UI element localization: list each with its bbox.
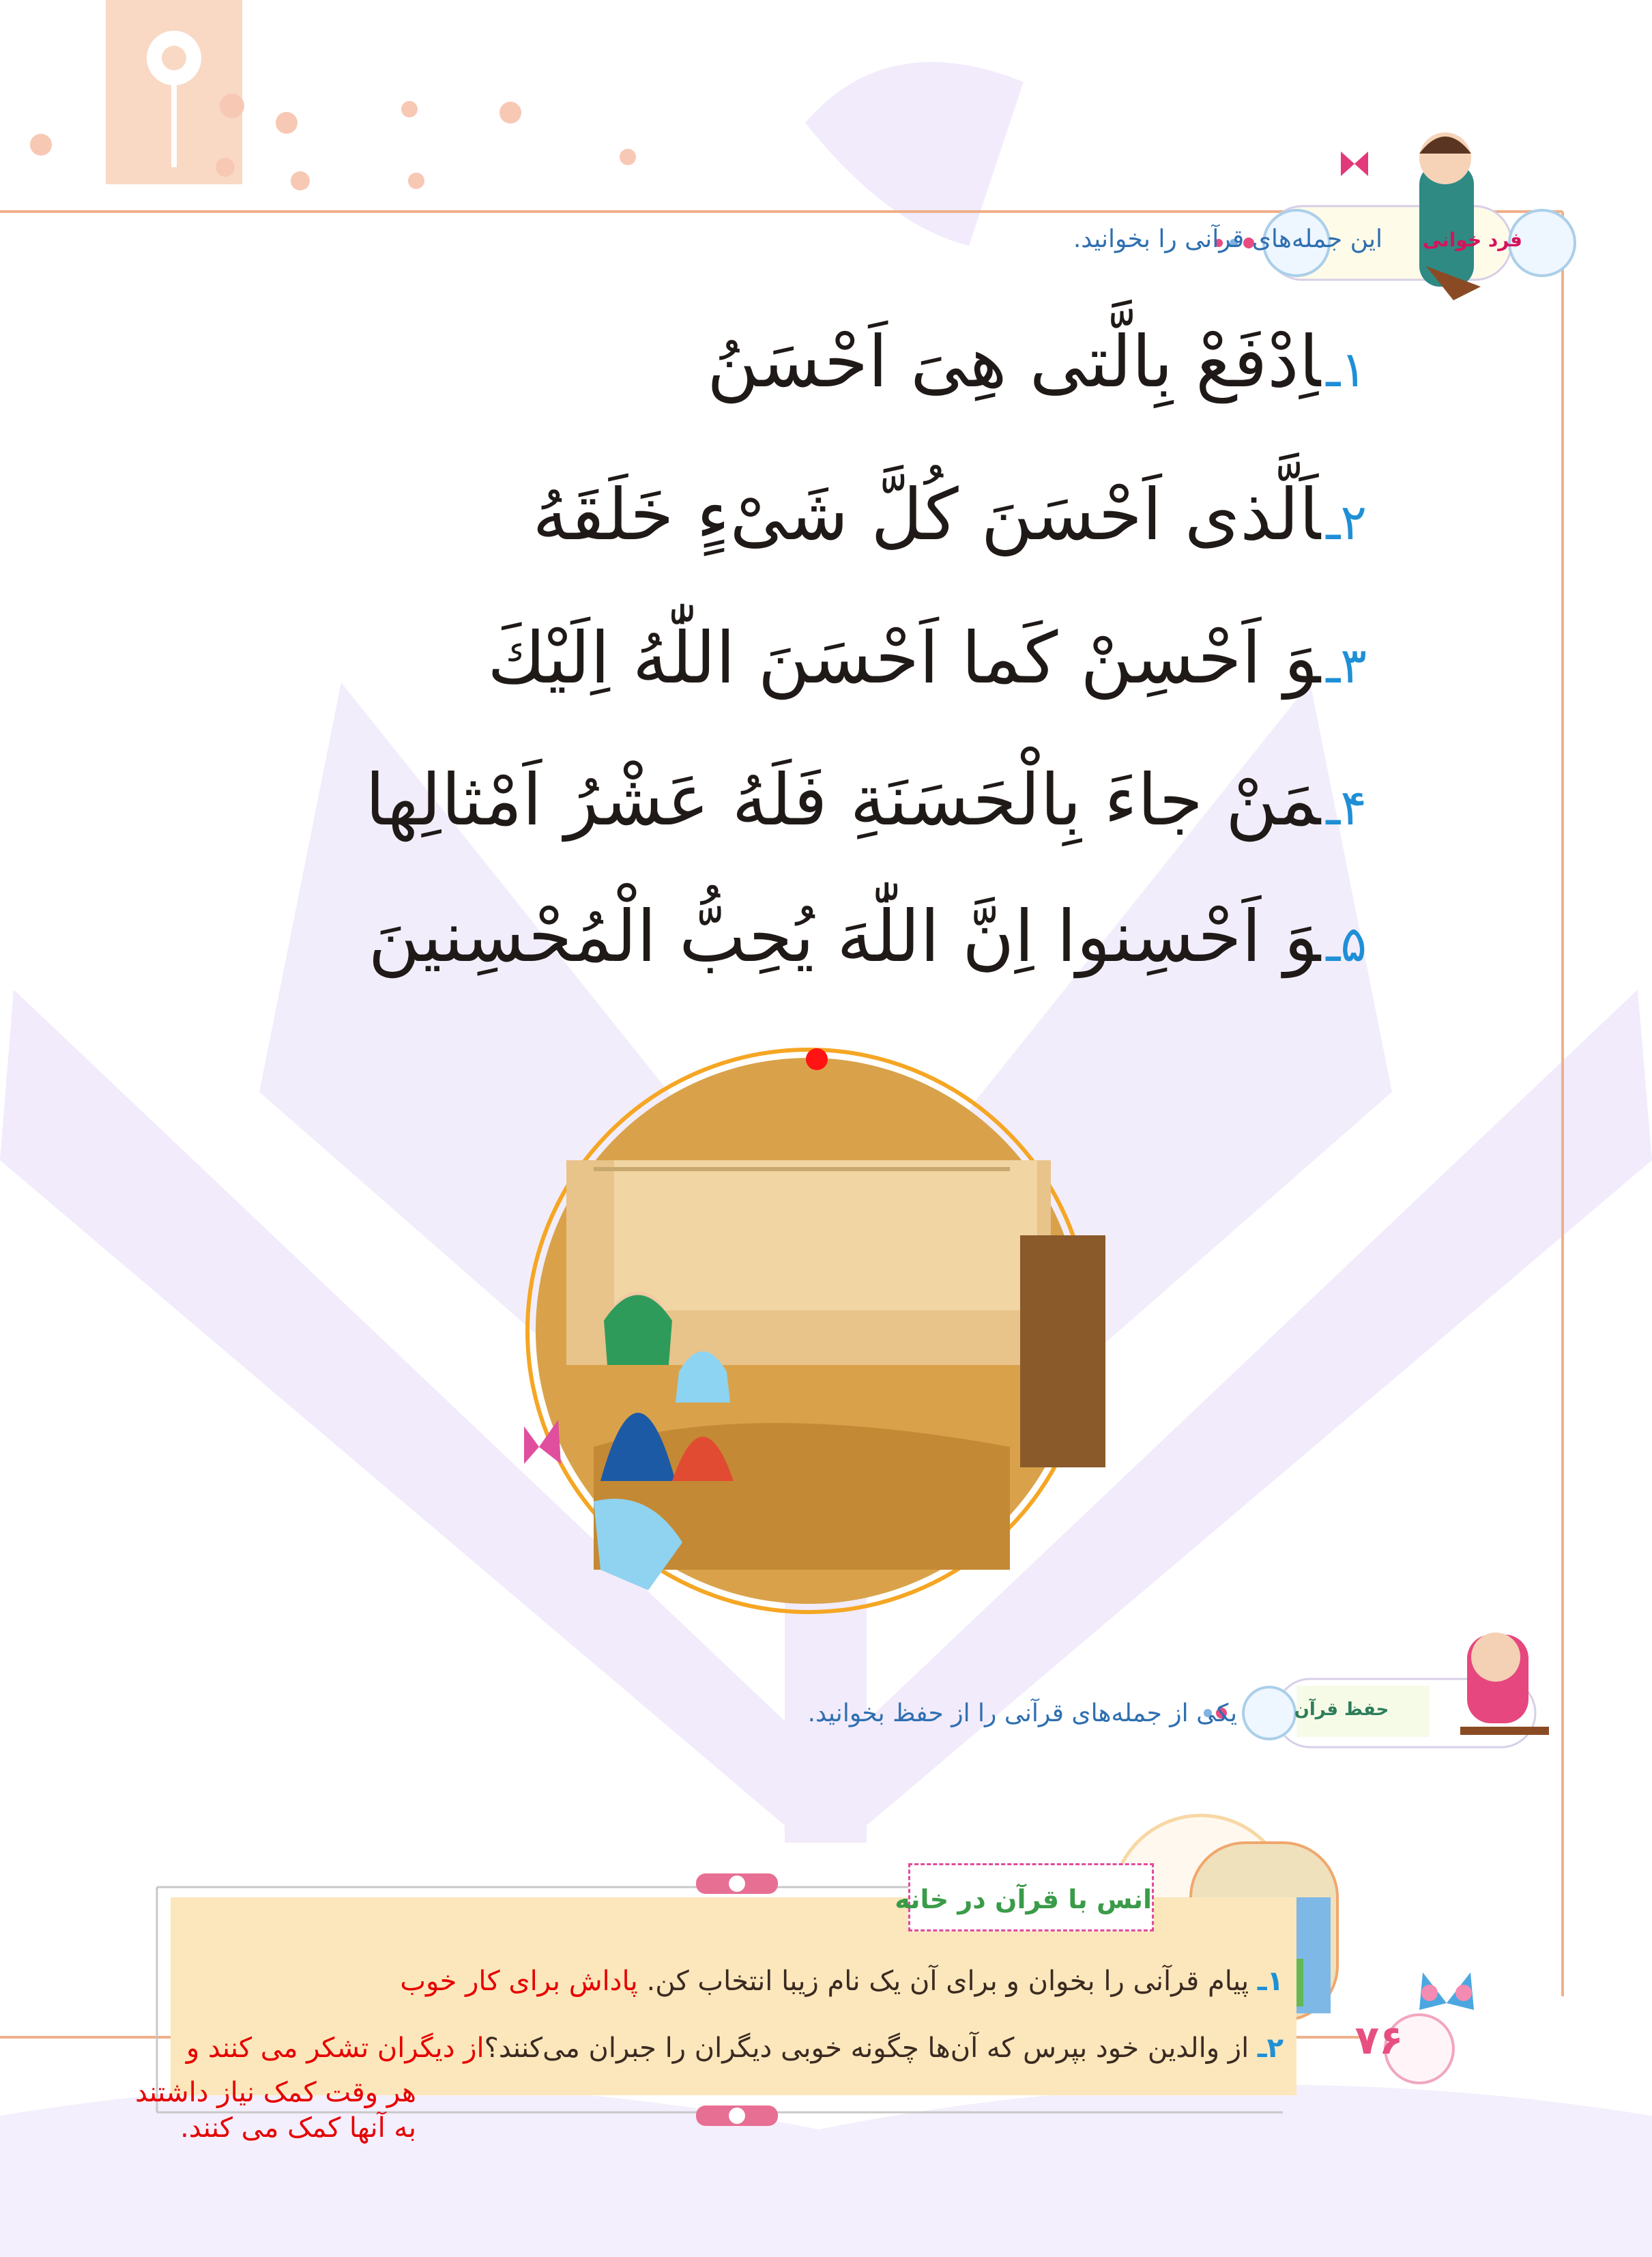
verse-number: ۲ـ <box>1326 493 1367 551</box>
memorization-badge: حفظ قرآن <box>1294 1699 1389 1720</box>
memorization-instruction: یکی از جمله‌های قرآنی را از حفظ بخوانید. <box>807 1699 1237 1727</box>
verse-line <box>207 472 1367 558</box>
verse-number: ۴ـ <box>1326 779 1367 836</box>
home-task-1 <box>158 1966 1284 1997</box>
verse-text: اَلَّذی اَحْسَنَ كُلَّ شَیْءٍ خَلَقَهُ <box>532 473 1321 556</box>
task-answer: پاداش برای کار خوب <box>400 1966 638 1997</box>
verse-line <box>207 616 1367 701</box>
task-text: پیام قرآنی را بخوان و برای آن یک نام زیبا انتخاب کن. <box>646 1966 1249 1997</box>
verse-line <box>207 319 1367 405</box>
verse-text: مَنْ جاءَ بِالْحَسَنَةِ فَلَهُ عَشْرُ اَمْثالِها <box>365 758 1321 842</box>
verse-line <box>207 758 1367 843</box>
home-task-2 <box>158 2032 1284 2064</box>
verse-text: وَ اَحْسِنْ كَما اَحْسَنَ اللّٰهُ اِلَیْكَ <box>487 616 1321 700</box>
task-answer-continued: هر وقت کمک نیاز داشتند به آنها کمک می کنند. <box>135 2077 416 2144</box>
verse-number: ۵ـ <box>1326 915 1367 973</box>
verse-text: وَ اَحْسِنوا اِنَّ اللّٰهَ یُحِبُّ الْمُحْسِنینَ <box>368 895 1321 978</box>
task-answer: از دیگران تشکر می کنند و <box>186 2032 484 2064</box>
verse-number: ۱ـ <box>1326 341 1367 398</box>
reading-instruction: این جمله‌های قرآنی را بخوانید. <box>1073 225 1382 253</box>
verse-number: ۳ـ <box>1326 637 1367 694</box>
flower-icon <box>106 0 242 184</box>
task-number: ۲ـ <box>1257 2032 1284 2064</box>
grandmother-girl-illustration <box>525 1048 1092 1614</box>
home-section-title: انس با قرآن در خانه <box>908 1863 1154 1931</box>
task-number: ۱ـ <box>1257 1966 1284 1997</box>
task-text: از والدین خود بپرس که آن‌ها چگونه خوبی دیگران را جبران می‌کنند؟ <box>484 2032 1249 2064</box>
verse-text: اِدْفَعْ بِالَّتی هِیَ اَحْسَنُ <box>706 320 1321 403</box>
individual-reading-badge: فرد خوانی <box>1422 229 1522 251</box>
page-number: ۷۶ <box>1354 2017 1404 2063</box>
verse-line <box>207 894 1367 979</box>
